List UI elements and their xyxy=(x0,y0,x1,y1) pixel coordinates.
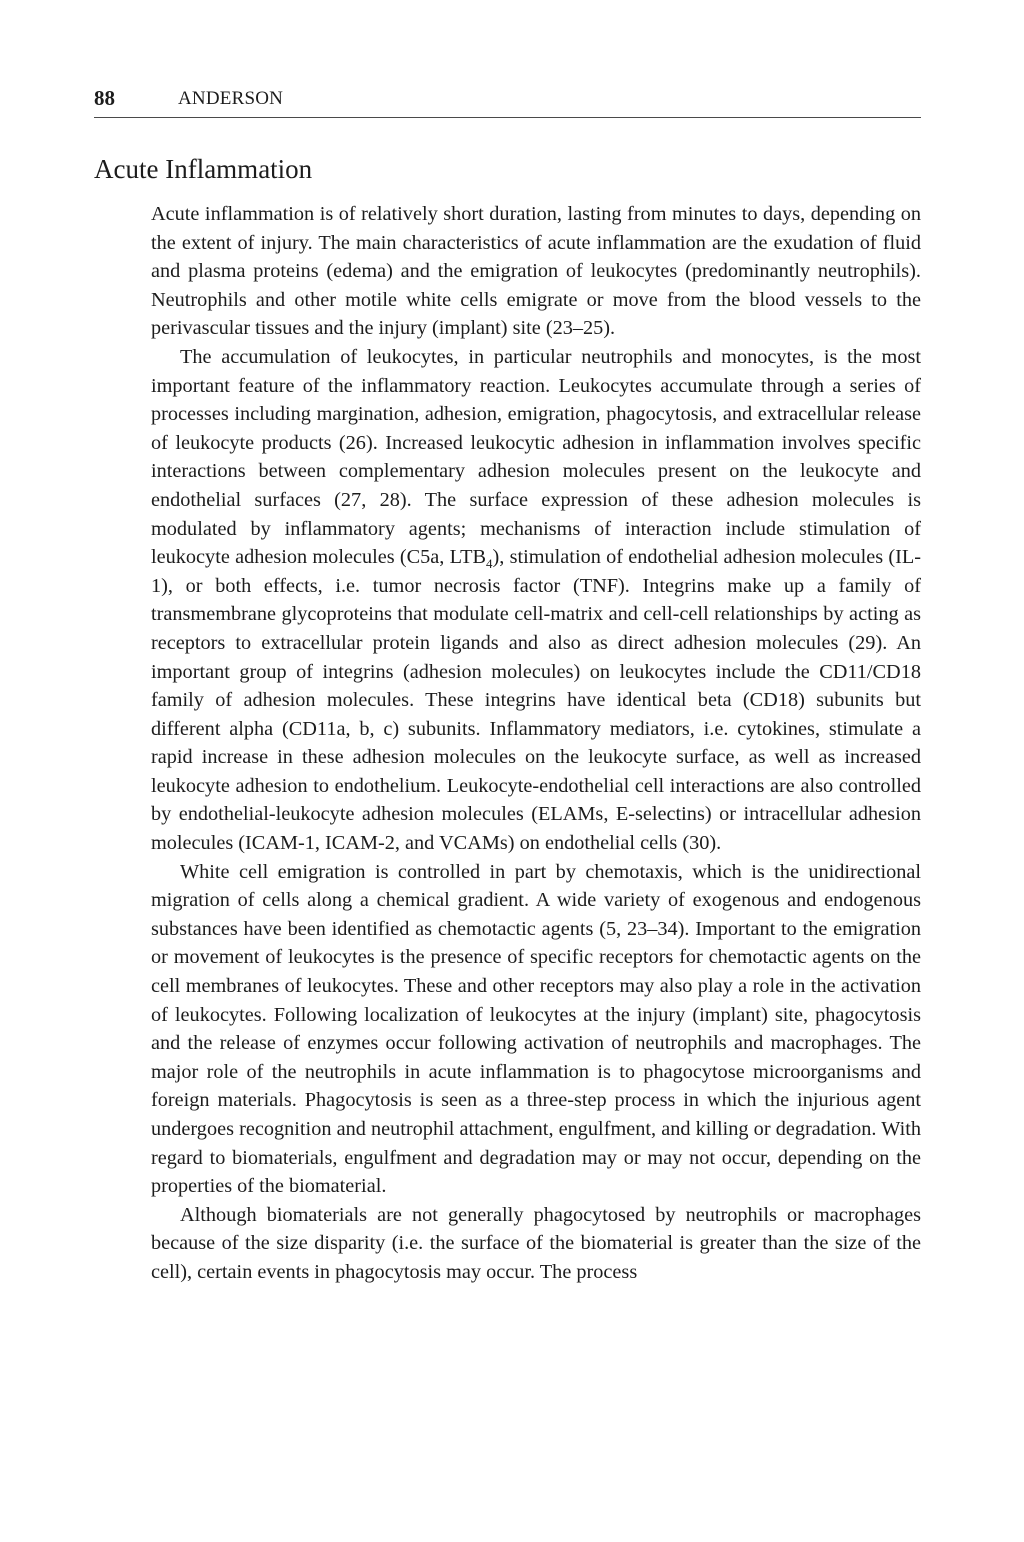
running-head-author: ANDERSON xyxy=(178,88,284,109)
running-head xyxy=(94,84,921,118)
section-heading: Acute Inflammation xyxy=(94,154,313,184)
paragraph-4: Although biomaterials are not generally phagocytosed by neutrophils or macrophages because of the size disparity (i.e. the surface of the biomaterial is greater than the size of the cell), certain events in phagocytosis may occur. The process xyxy=(151,1203,921,1283)
body-text xyxy=(151,200,921,1287)
page-number: 88 xyxy=(94,86,115,110)
paragraph-3: White cell emigration is controlled in part by chemotaxis, which is the unidirectional migration of cells along a chemical gradient. A wide variety of exogenous and endogenous substances have been identified as chemotactic agents (5, 23–34). Important to the emigration or movement of leukocytes is the presence of specific receptors for chemotactic agents on the cell membranes of leukocytes. These and other receptors may also play a role in the activation of leukocytes. Following localization of leukocytes at the injury (implant) site, phagocytosis and the release of enzymes occur following activation of neutrophils and macrophages. The major role of the neutrophils in acute inflammation is to phagocytose microorganisms and foreign materials. Phagocytosis is seen as a three-step process in which the injurious agent undergoes recognition and neutrophil attachment, engulfment, and killing or degradation. With regard to biomaterials, engulfment and degradation may or may not occur, depending on the properties of the biomaterial. xyxy=(151,860,921,1198)
paragraph-2: The accumulation of leukocytes, in particular neutrophils and monocytes, is the most important feature of the inflammatory reaction. Leukocytes accumulate through a series of processes including margination, adhesion, emigration, phagocytosis, and extracellular release of leukocyte products (26). Increased leukocytic adhesion in inflammation involves specific interactions between complementary adhesion molecules present on the leukocyte and endothelial surfaces (27, 28). The surface expression of these adhesion molecules is modulated by inflammatory agents; mechanisms of interaction include stimulation of leukocyte adhesion molecules (C5a, $LTB_4$), stimulation of endothelial adhesion molecules (IL-1), or both effects, i.e. tumor necrosis factor (TNF). Integrins make up a family of transmembrane glycoproteins that modulate cell-matrix and cell-cell relationships by acting as receptors to extracellular protein ligands and also as direct adhesion molecules (29). An important group of integrins (adhesion molecules) on leukocytes include the CD11/CD18 family of adhesion molecules. These integrins have identical beta (CD18) subunits but different alpha (CD11a, b, c) subunits. Inflammatory mediators, i.e. cytokines, stimulate a rapid increase in these adhesion molecules on the leukocyte surface, as well as increased leukocyte adhesion to endothelium. Leukocyte-endothelial cell interactions are also controlled by endothelial-leukocyte adhesion molecules (ELAMs, E-selectins) or intracellular adhesion molecules (ICAM-1, ICAM-2, and VCAMs) on endothelial cells (30). xyxy=(151,345,921,855)
subscript: 4 xyxy=(486,556,493,572)
paragraph-1: Acute inflammation is of relatively short duration, lasting from minutes to days, depending on the extent of injury. The main characteristics of acute inflammation are the exudation of fluid and plasma proteins (edema) and the emigration of leukocytes (predominantly neutrophils). Neutrophils and other motile white cells emigrate or move from the blood vessels to the perivascular tissues and the injury (implant) site (23–25). xyxy=(151,203,921,340)
